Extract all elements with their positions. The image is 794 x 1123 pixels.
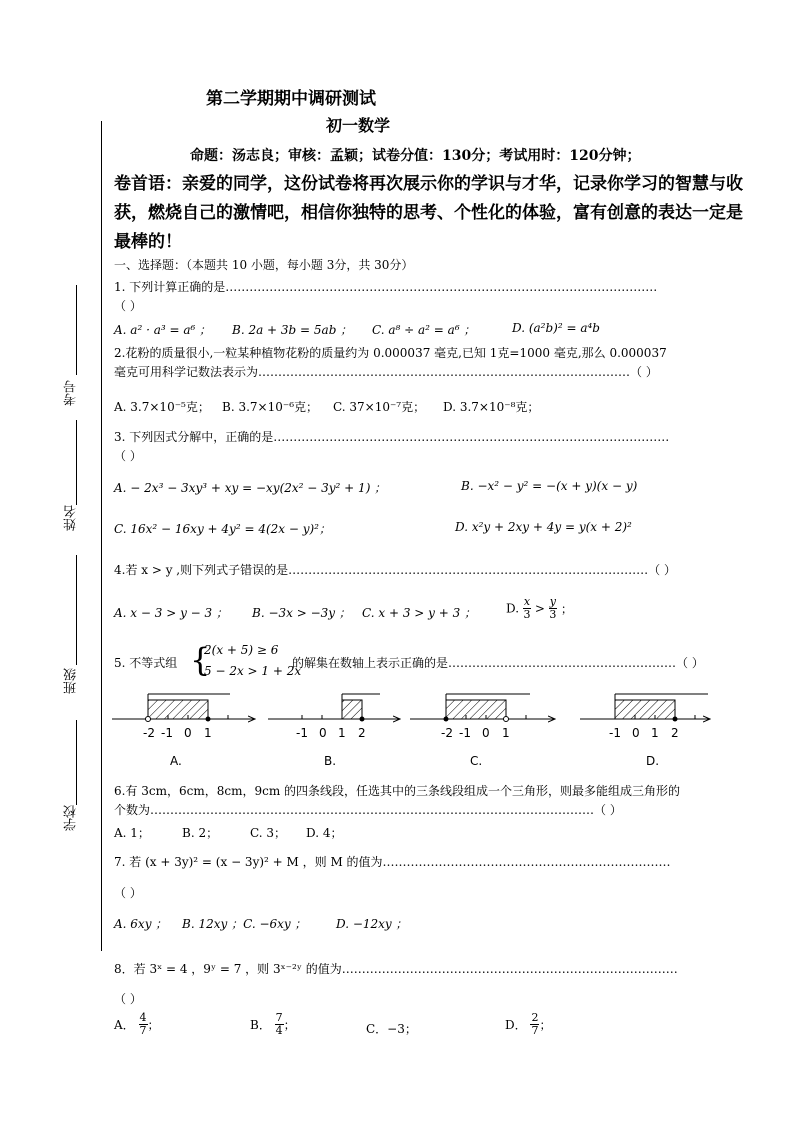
q3-option-a: A. − 2x³ − 3xy³ + xy = −xy(2x² − 3y² + 1) ；: [114, 481, 387, 495]
q4-option-c: C. x + 3 > y + 3 ；: [362, 606, 477, 620]
graph-label: A.: [170, 754, 182, 768]
q1-option-d: D. (a²b)² = a⁴b: [512, 321, 600, 335]
exam-info: 命题：汤志良；审核：孟颖；试卷分值：130分；考试用时：120分钟；: [190, 148, 641, 164]
q8-a-prefix: A．: [114, 1018, 135, 1032]
q4-option-a: A. x − 3 > y − 3 ；: [114, 606, 228, 620]
q5-number-line-graphs: [110, 688, 770, 768]
sidebar-fill-line: [76, 720, 77, 805]
tick-label: 2: [358, 726, 366, 740]
q8-stem: 8．若 3ˣ = 4 ，9ʸ = 7 ，则 3ˣ⁻²ʸ 的值为…………………………………………………………………………: [114, 962, 678, 976]
fraction-denominator: 3: [523, 608, 531, 621]
binding-line: [101, 121, 102, 951]
q4-option-b: B. −3x > −3y ；: [252, 606, 351, 620]
fraction-denominator: 3: [549, 608, 557, 621]
tick-label: 1: [651, 726, 659, 740]
q1-option-b: B. 2a + 3b = 5ab ；: [232, 323, 353, 337]
tick-label: -2: [143, 726, 155, 740]
fraction-numerator: 7: [275, 1011, 283, 1024]
tick-label: 1: [338, 726, 346, 740]
fraction-numerator: y: [549, 595, 556, 608]
graph-label: C.: [470, 754, 483, 768]
q3-option-c: C. 16x² − 16xy + 4y² = 4(2x − y)²；: [114, 522, 331, 536]
q5-graph-c: [410, 694, 555, 768]
q2-option-c: C. 37×10⁻⁷克；: [333, 400, 426, 414]
q4-d-suffix: ；: [560, 602, 573, 616]
sidebar-label-name: 姓名: [64, 505, 79, 531]
q8-a-fraction: [139, 1012, 148, 1037]
q7-option-bc: B. 12xy ；C. −6xy ；: [182, 917, 307, 931]
q2-line2: 毫克可用科学记数法表示为…………………………………………………………………………………（ ）: [114, 365, 658, 379]
q8-option-c: C．−3；: [366, 1022, 417, 1036]
q8-b-prefix: B．: [250, 1018, 271, 1032]
tick-label: -1: [161, 726, 173, 740]
tick-label: -1: [296, 726, 308, 740]
q7-stem: 7. 若 (x + 3y)² = (x − 3y)² + M ，则 M 的值为………………………………………………………………: [114, 855, 671, 869]
q8-b-fraction: [275, 1012, 284, 1037]
q1-option-a: A. a² · a³ = a⁶ ；: [114, 323, 212, 337]
q5-prefix: 5. 不等式组: [114, 656, 178, 670]
q2-option-a: A. 3.7×10⁻⁵克；: [114, 400, 210, 414]
q2-option-d: D. 3.7×10⁻⁸克；: [443, 400, 540, 414]
q7-paren: （ ）: [114, 886, 142, 900]
q7-option-a: A. 6xy ；: [114, 917, 168, 931]
q6-line2: 个数为…………………………………………………………………………………………………（ ）: [114, 803, 622, 817]
q8-option-a: A． $\frac{4}{7}$ ；: [114, 1011, 160, 1037]
tick-label: 1: [502, 726, 510, 740]
q4-d-fraction-x: [523, 596, 531, 621]
tick-label: 1: [204, 726, 212, 740]
q2-option-b: B. 3.7×10⁻⁶克；: [222, 400, 319, 414]
q4-d-fraction-y: [549, 596, 557, 621]
tick-label: -1: [459, 726, 471, 740]
q6-line1: 6.有 3cm，6cm，8cm，9cm 的四条线段，任选其中的三条线段组成一个三角形，则最多能组成三角形的: [114, 784, 681, 798]
q2-line1: 2.花粉的质量很小,一粒某种植物花粉的质量约为 0.000037 毫克,已知 1克=1000 毫克,那么 0.000037: [114, 346, 667, 360]
fraction-numerator: 4: [139, 1011, 147, 1024]
q1-stem: 1. 下列计算正确的是………………………………………………………………………………………………: [114, 280, 658, 294]
q6-option-c: C. 3；: [250, 826, 287, 840]
tick-label: 0: [632, 726, 640, 740]
fraction-denominator: 7: [139, 1024, 147, 1037]
q5-inequality-1: 2(x + 5) ≥ 6: [204, 643, 279, 657]
fraction-numerator: x: [523, 595, 531, 608]
q5-suffix: 的解集在数轴上表示正确的是…………………………………………………（ ）: [292, 656, 704, 670]
sidebar-fill-line: [76, 555, 77, 665]
q5-graph-a: [112, 694, 255, 768]
q8-paren: （ ）: [114, 992, 142, 1006]
q5-inequality-2: 5 − 2x > 1 + 2x: [204, 664, 302, 678]
tick-label: -2: [441, 726, 453, 740]
sidebar-label-exam-number: 考号: [64, 380, 79, 406]
sidebar-fill-line: [76, 285, 77, 375]
brace-icon: {: [190, 641, 211, 679]
q8-d-prefix: D．: [505, 1018, 527, 1032]
tick-label: 0: [184, 726, 192, 740]
q1-paren: （ ）: [114, 299, 142, 313]
sidebar-label-school: 学校: [64, 805, 79, 831]
q8-option-b: B． $\frac{7}{4}$ ；: [250, 1011, 296, 1037]
tick-label: -1: [609, 726, 621, 740]
q4-d-operator: >: [534, 601, 545, 616]
graph-label: B.: [324, 754, 337, 768]
q7-option-d: D. −12xy ；: [336, 917, 408, 931]
sidebar-fill-line: [76, 420, 77, 505]
q4-d-prefix: D.: [506, 601, 520, 616]
q3-stem: 3. 下列因式分解中，正确的是………………………………………………………………………………………: [114, 430, 670, 444]
q8-option-d: D． $\frac{2}{7}$ ；: [505, 1011, 552, 1037]
section-heading: 一、选择题：（本题共 10 小题，每小题 3分，共 30分）: [114, 258, 414, 272]
q3-option-d: D. x²y + 2xy + 4y = y(x + 2)²: [455, 520, 632, 534]
q1-option-c: C. a⁸ ÷ a² = a⁶ ；: [372, 323, 476, 337]
q6-option-a: A. 1；: [114, 826, 150, 840]
q5-graph-d: [580, 694, 710, 768]
fraction-denominator: 7: [531, 1024, 539, 1037]
q4-option-d: [506, 596, 573, 621]
fraction-numerator: 2: [531, 1011, 539, 1024]
tick-label: 0: [319, 726, 327, 740]
q6-option-d: D. 4；: [306, 826, 343, 840]
exam-subtitle: 初一数学: [326, 116, 391, 135]
q5-graph-b: [268, 694, 400, 768]
graph-label: D.: [646, 754, 660, 768]
q3-paren: （ ）: [114, 449, 142, 463]
q4-stem: 4.若 x > y ,则下列式子错误的是………………………………………………………………………………（ ）: [114, 563, 676, 577]
tick-label: 2: [671, 726, 679, 740]
q6-option-b: B. 2；: [182, 826, 219, 840]
fraction-denominator: 4: [275, 1024, 283, 1037]
sidebar-label-class: 班级: [64, 668, 79, 694]
q3-option-b: B. −x² − y² = −(x + y)(x − y): [461, 479, 638, 493]
preface: 卷首语：亲爱的同学，这份试卷将再次展示你的学识与才华，记录你学习的智慧与收获，燃烧自己的激情吧，相信你独特的思考、个性化的体验，富有创意的表达一定是最棒的！: [114, 174, 743, 252]
exam-title: 第二学期期中调研测试: [206, 89, 376, 109]
tick-label: 0: [482, 726, 490, 740]
